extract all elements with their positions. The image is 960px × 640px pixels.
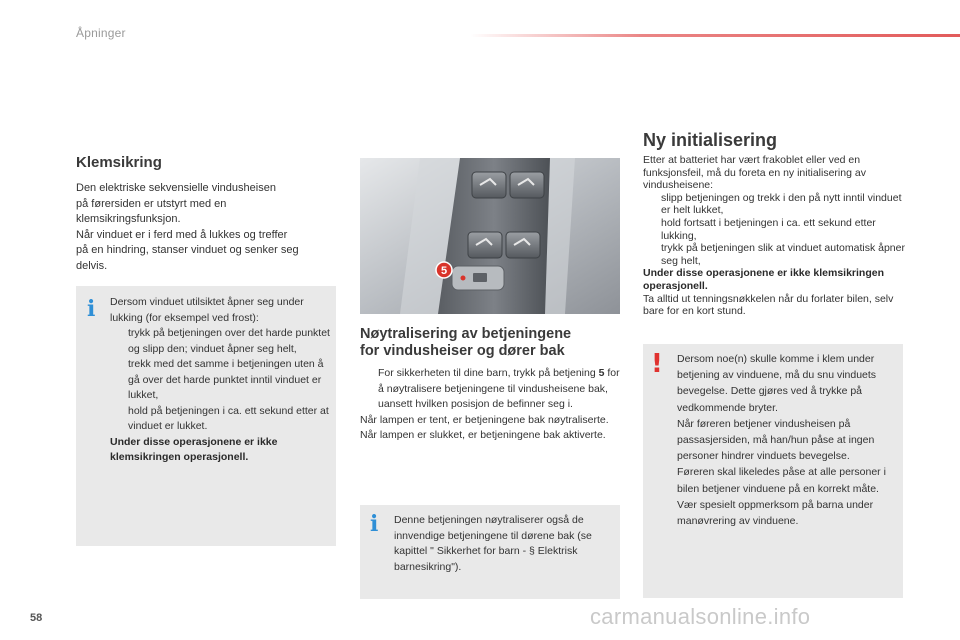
list-item: slipp betjeningen og trekk i den på nytt inntil vinduet er helt lukket,: [643, 192, 905, 217]
bullet-icon: [110, 326, 128, 357]
klemsikring-body: [76, 181, 346, 275]
list-item: trykk på betjeningen over det harde punktet og slipp den; vinduet åpner seg helt,: [110, 326, 330, 357]
warning-para: Føreren skal likeledes påse at alle personer i bilen betjener vinduene på en korrekt måte.: [677, 466, 886, 495]
warning-text: [677, 351, 892, 529]
warning-para: Vær spesielt oppmerksom på barna under manøvrering av vinduene.: [677, 498, 874, 528]
klemsikring-line: Når vinduet er i ferd med å lukkes og treffer: [76, 228, 288, 241]
bullet-icon: [360, 366, 378, 413]
noytralisering-heading: [360, 326, 630, 360]
section-title: Åpninger: [76, 26, 126, 40]
klemsikring-line: på førersiden er utstyrt med en: [76, 197, 227, 210]
header-accent-bar: [470, 34, 960, 37]
noytralisering-para: Når lampen er slukket, er betjeningene bak aktiverte.: [360, 429, 606, 441]
list-item: trekk med det samme i betjeningen uten å gå over det harde punktet inntil vinduet er lukket,: [110, 357, 330, 404]
noytralisering-info-text: Denne betjeningen nøytraliserer også de innvendige betjeningene til dørene bak (se kapittel " Sikkerhet for barn - § Elektrisk barnesikring").: [394, 514, 592, 573]
klemsikring-line: på en hindring, stanser vinduet og senker seg: [76, 244, 299, 257]
info-icon: i: [87, 296, 96, 322]
ny-initialisering-heading: Ny initialisering: [643, 130, 778, 150]
list-item: hold på betjeningen i ca. ett sekund etter at vinduet er lukket.: [110, 404, 330, 435]
bullet-text: For sikkerheten til dine barn, trykk på betjening: [378, 367, 599, 379]
bullet-icon: [110, 357, 128, 404]
bullet-text: for å nøytralisere betjeningene til vindusheisene bak, uansett hvilken posisjon de befinner seg i.: [378, 367, 620, 410]
noytralisering-body: [360, 366, 625, 444]
control-number: 5: [598, 367, 605, 379]
ny-note: Under disse operasjonene er ikke klemsikringen operasjonell.: [643, 267, 885, 292]
noytralisering-para: Når lampen er tent, er betjeningene bak nøytraliserte.: [360, 413, 609, 426]
klemsikring-line: klemsikringsfunksjon.: [76, 213, 181, 226]
info-note: Under disse operasjonene er ikke klemsikringen operasjonell.: [110, 435, 278, 463]
ny-after: Ta alltid ut tenningsnøkkelen når du forlater bilen, selv bare for en kort stund.: [643, 292, 894, 318]
window-switch-photo: [360, 158, 620, 314]
info-intro: Dersom vinduet utilsiktet åpner seg under lukking (for eksempel ved frost):: [110, 296, 304, 324]
klemsikring-line: delvis.: [76, 259, 108, 272]
list-item: trykk på betjeningen slik at vinduet automatisk åpner seg helt,: [643, 242, 905, 267]
heading-line: Nøytralisering av betjeningene: [360, 326, 572, 342]
ny-initialisering-body: [643, 154, 905, 318]
list-item: [360, 366, 625, 413]
warning-para: Når føreren betjener vindusheisen på passasjersiden, må han/hun påse at ingen personer hindrer vinduets bevegelse.: [677, 417, 875, 463]
callout-number: 5: [440, 265, 448, 277]
bullet-icon: [110, 404, 128, 435]
warning-icon: !: [651, 349, 663, 379]
ny-intro: Etter at batteriet har vært frakoblet eller ved en funksjonsfeil, må du foreta en ny initialisering av vindusheisene:: [643, 154, 866, 192]
klemsikring-info-text: [110, 295, 330, 466]
klemsikring-line: Den elektriske sekvensielle vindusheisen: [76, 182, 276, 194]
list-item: hold fortsatt i betjeningen i ca. ett sekund etter lukking,: [643, 217, 905, 242]
info-icon: i: [370, 511, 379, 537]
klemsikring-heading: Klemsikring: [76, 154, 162, 171]
page-number: 58: [30, 612, 43, 624]
bullet-icon: [643, 192, 661, 217]
bullet-icon: [643, 217, 661, 242]
window-switch-illustration: [360, 158, 620, 314]
heading-line: for vindusheiser og dører bak: [360, 343, 565, 359]
watermark: carmanualsonline.info: [590, 604, 811, 629]
bullet-icon: [643, 242, 661, 267]
warning-para: Dersom noe(n) skulle komme i klem under betjening av vinduene, må du snu vinduets bevegelse. Dette gjøres ved å trykke på vedkommende bryter.: [677, 353, 877, 414]
